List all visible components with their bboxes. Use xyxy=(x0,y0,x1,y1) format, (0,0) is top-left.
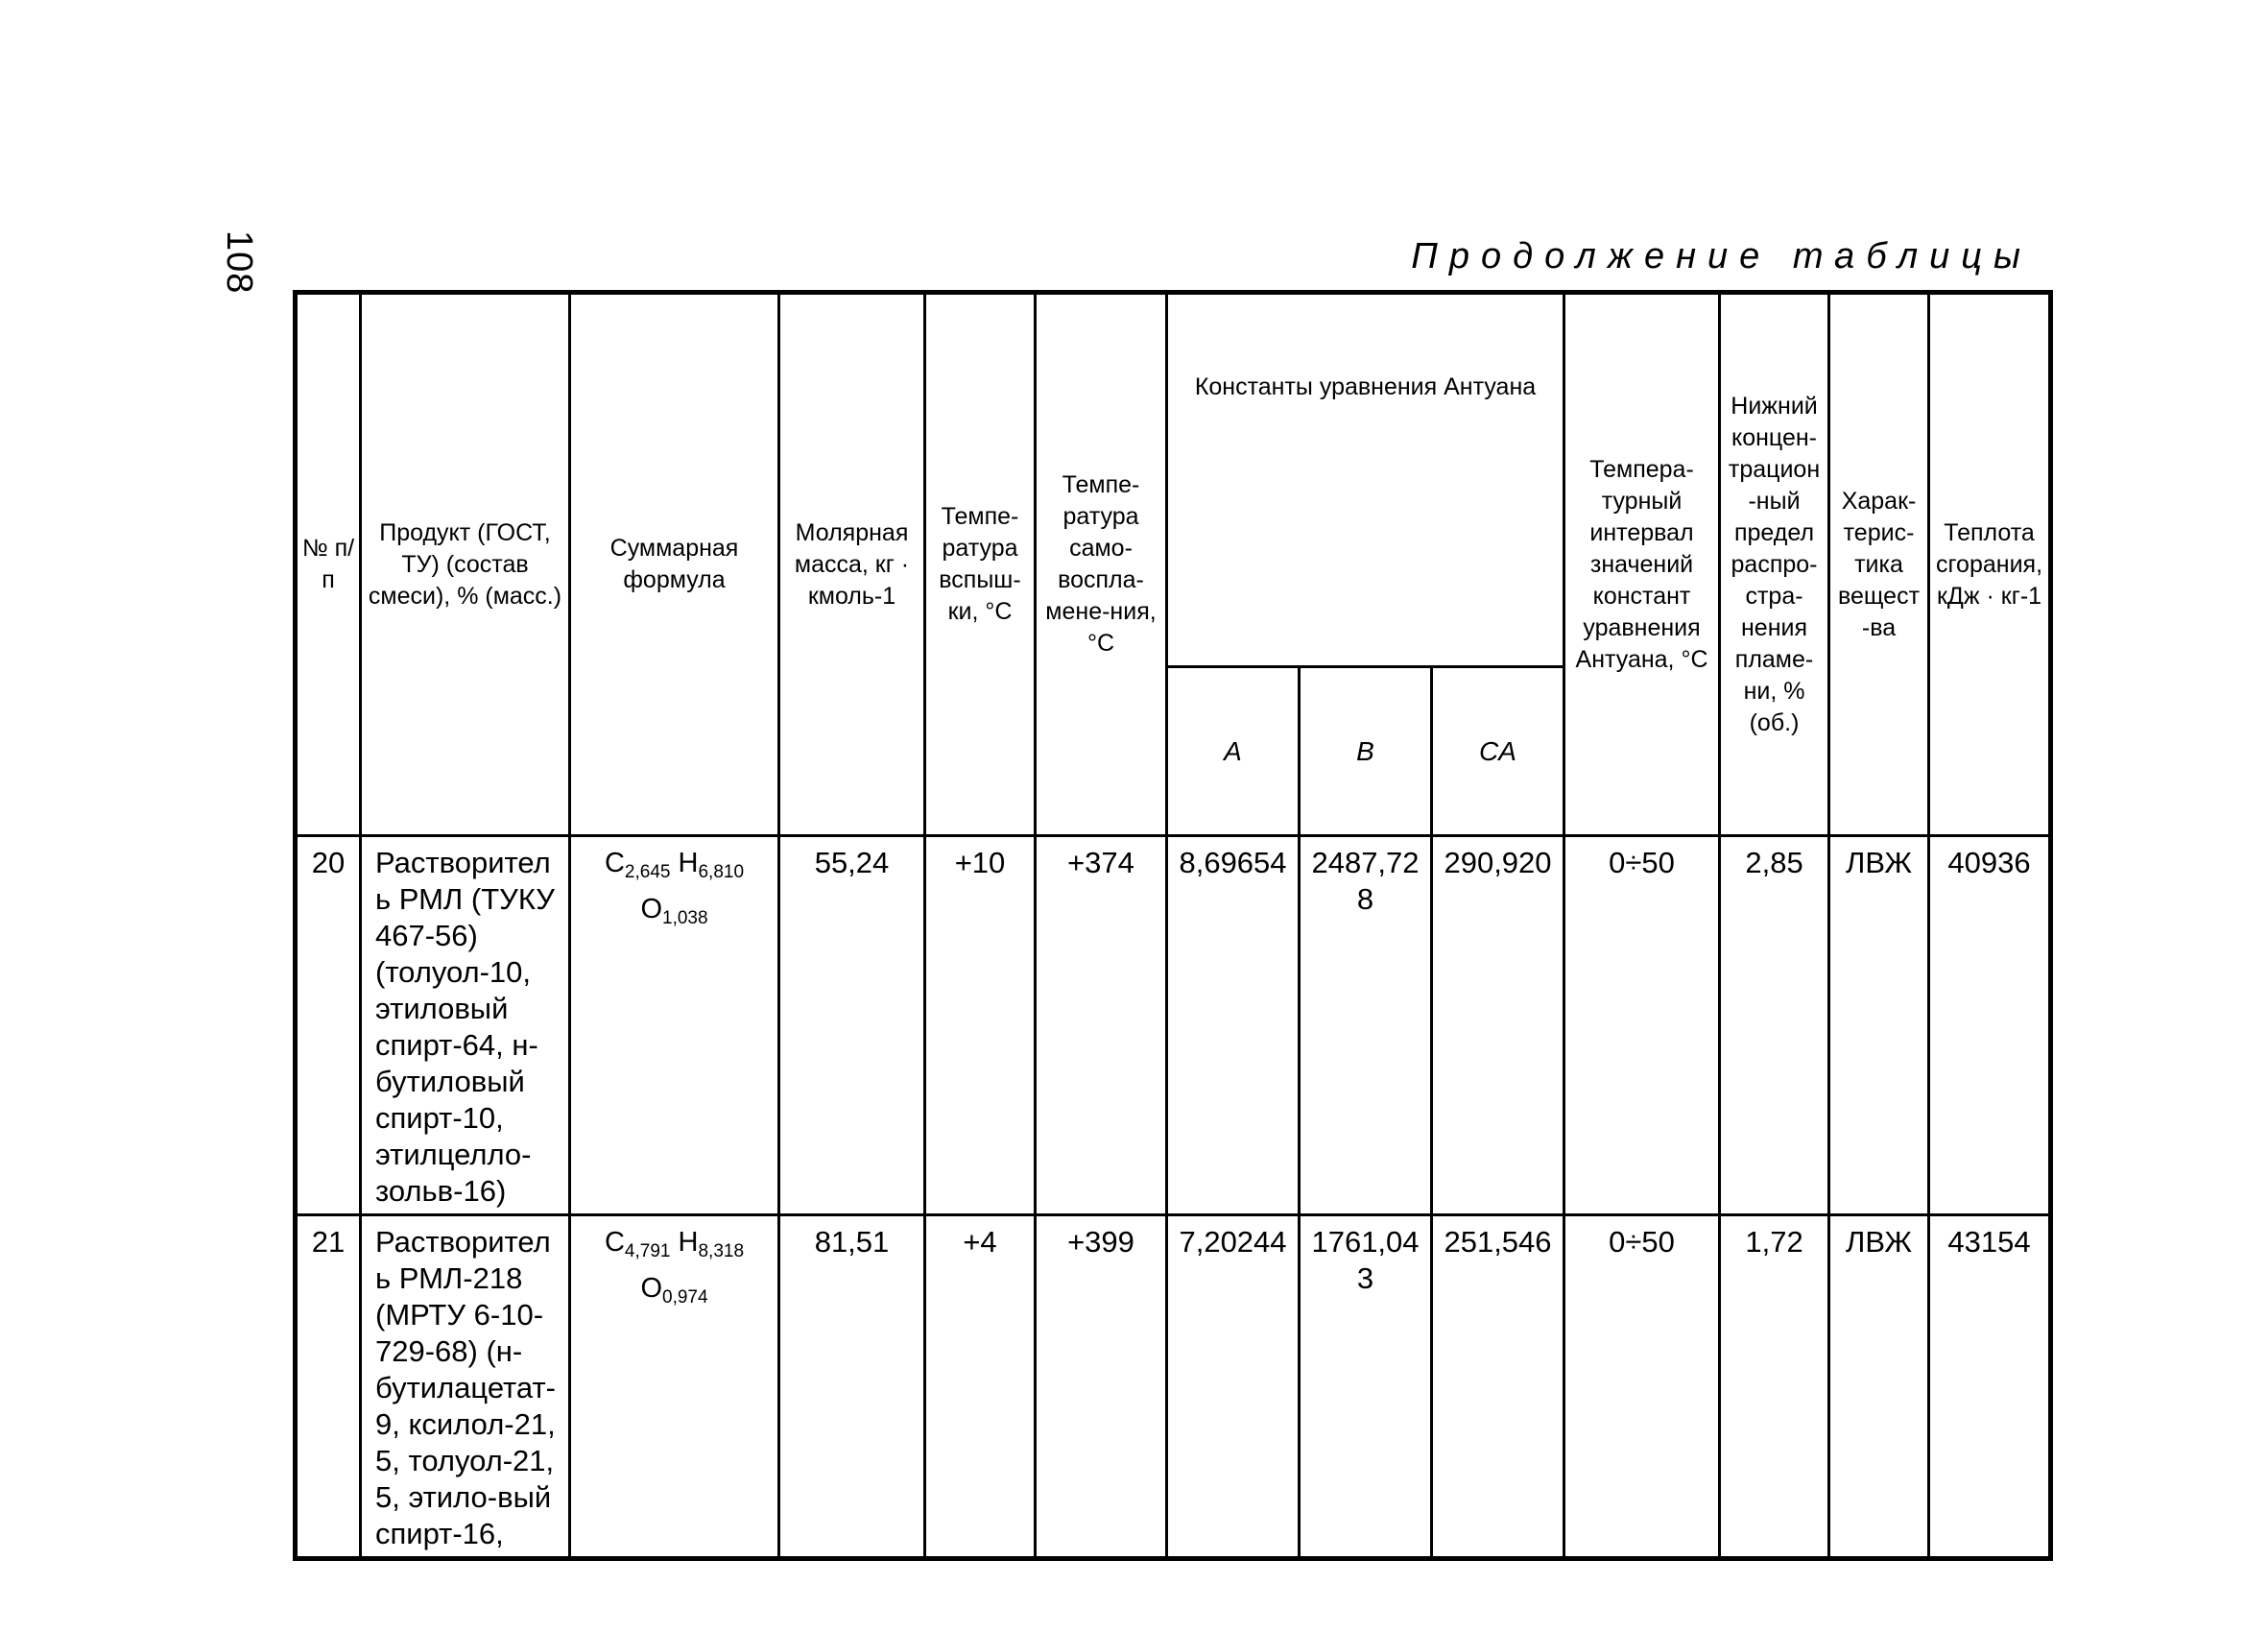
header-antoine-group: Константы уравнения Антуана xyxy=(1167,293,1564,667)
header-formula: Суммарная формула xyxy=(570,293,779,836)
cell-flash-temp: +10 xyxy=(925,836,1036,1215)
cell-antoine-ca: 251,546 xyxy=(1432,1215,1564,1559)
formula-h-index: 6,810 xyxy=(698,862,745,882)
cell-characteristic: ЛВЖ xyxy=(1829,1215,1929,1559)
cell-flash-temp: +4 xyxy=(925,1215,1036,1559)
cell-combustion-heat: 40936 xyxy=(1929,836,2051,1215)
cell-num: 21 xyxy=(296,1215,361,1559)
formula-c-index: 4,791 xyxy=(624,1241,671,1261)
cell-antoine-ca: 290,920 xyxy=(1432,836,1564,1215)
cell-temp-interval: 0÷50 xyxy=(1564,836,1720,1215)
header-num: № п/п xyxy=(296,293,361,836)
cell-antoine-b: 2487,728 xyxy=(1300,836,1432,1215)
cell-molar-mass: 55,24 xyxy=(779,836,925,1215)
cell-lower-limit: 2,85 xyxy=(1720,836,1829,1215)
continuation-title: Продолжение таблицы xyxy=(1411,236,2032,276)
header-characteristic: Харак-терис-тика вещест-ва xyxy=(1829,293,1929,836)
formula-o-index: 0,974 xyxy=(662,1287,708,1308)
header-autoignition-temp: Темпе-ратура само-воспла-мене-ния, °С xyxy=(1036,293,1167,836)
cell-lower-limit: 1,72 xyxy=(1720,1215,1829,1559)
cell-combustion-heat: 43154 xyxy=(1929,1215,2051,1559)
cell-product: Растворитель РМЛ (ТУКУ 467-56) (толуол-10, этиловый спирт-64, н-бутиловый спирт-10, этилцелло-зольв-16) xyxy=(361,836,570,1215)
formula-c-index: 2,645 xyxy=(624,862,671,882)
header-combustion-heat: Теплота сгорания, кДж · кг-1 xyxy=(1929,293,2051,836)
table-row xyxy=(296,1215,2051,1559)
cell-antoine-a: 7,20244 xyxy=(1167,1215,1300,1559)
cell-autoignition-temp: +374 xyxy=(1036,836,1167,1215)
header-temp-interval: Темпера-турный интервал значений констант уравнения Антуана, °С xyxy=(1564,293,1720,836)
page-number: 108 xyxy=(219,230,259,295)
cell-autoignition-temp: +399 xyxy=(1036,1215,1167,1559)
header-antoine-a: A xyxy=(1167,667,1300,836)
header-molar-mass: Молярная масса, кг · кмоль-1 xyxy=(779,293,925,836)
header-antoine-ca: CA xyxy=(1432,667,1564,836)
formula-o-index: 1,038 xyxy=(662,908,708,928)
header-lower-limit: Нижний концен-трацион-ный предел распро-стра-нения пламе-ни, % (об.) xyxy=(1720,293,1829,836)
header-flash-temp: Темпе-ратура вспыш-ки, °С xyxy=(925,293,1036,836)
cell-product: Растворитель РМЛ-218 (МРТУ 6-10-729-68) (н-бутилацетат-9, ксилол-21, 5, толуол-21, 5, этило-вый спирт-16, xyxy=(361,1215,570,1559)
cell-formula: $C_{4,791}$ $H_{8,318}$ $O_{0,974}$ xyxy=(570,1215,779,1559)
cell-antoine-b: 1761,043 xyxy=(1300,1215,1432,1559)
cell-molar-mass: 81,51 xyxy=(779,1215,925,1559)
cell-antoine-a: 8,69654 xyxy=(1167,836,1300,1215)
header-product: Продукт (ГОСТ, ТУ) (состав смеси), % (масс.) xyxy=(361,293,570,836)
header-antoine-b: B xyxy=(1300,667,1432,836)
cell-formula: $C_{2,645}$ $H_{6,810}$ $O_{1,038}$ xyxy=(570,836,779,1215)
cell-characteristic: ЛВЖ xyxy=(1829,836,1929,1215)
table-row xyxy=(296,836,2051,1215)
data-table xyxy=(293,290,2053,1561)
header-row xyxy=(296,293,2051,667)
cell-temp-interval: 0÷50 xyxy=(1564,1215,1720,1559)
cell-num: 20 xyxy=(296,836,361,1215)
formula-h-index: 8,318 xyxy=(698,1241,745,1261)
